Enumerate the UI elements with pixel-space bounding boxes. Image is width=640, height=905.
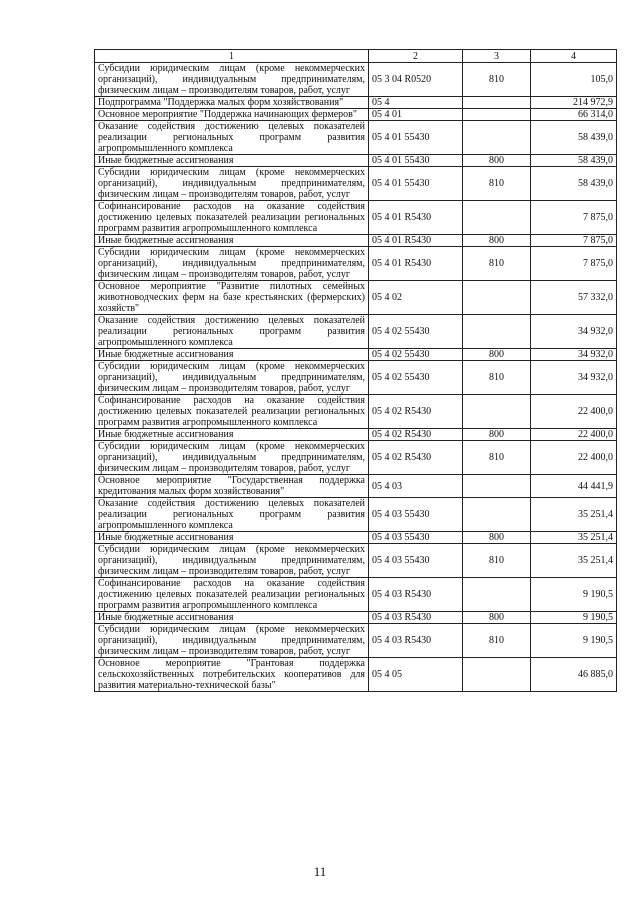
row-code-cell: 05 4 01 55430	[369, 167, 463, 201]
row-amount-cell: 58 439,0	[531, 121, 617, 155]
row-name-cell: Основное мероприятие "Государственная поддержка кредитования малых форм хозяйствования"	[95, 475, 369, 498]
row-type-cell	[463, 201, 531, 235]
row-type-cell: 800	[463, 532, 531, 544]
row-amount-cell: 22 400,0	[531, 441, 617, 475]
row-type-cell	[463, 281, 531, 315]
row-name-cell: Субсидии юридическим лицам (кроме некоммерческих организаций), индивидуальным предпринимателям, физическим лицам – производителям товаров, работ, услуг	[95, 247, 369, 281]
row-type-cell: 800	[463, 612, 531, 624]
row-name-cell: Софинансирование расходов на оказание содействия достижению целевых показателей реализации региональных программ развития агропромышленного комплекса	[95, 578, 369, 612]
row-code-cell: 05 4 02 55430	[369, 361, 463, 395]
row-code-cell: 05 4 01	[369, 109, 463, 121]
row-code-cell: 05 4 01 R5430	[369, 201, 463, 235]
row-amount-cell: 22 400,0	[531, 429, 617, 441]
row-name-cell: Софинансирование расходов на оказание содействия достижению целевых показателей реализации региональных программ развития агропромышленного комплекса	[95, 395, 369, 429]
row-name-cell: Субсидии юридическим лицам (кроме некоммерческих организаций), индивидуальным предпринимателям, физическим лицам – производителям товаров, работ, услуг	[95, 167, 369, 201]
header-cell: 2	[369, 50, 463, 63]
row-amount-cell: 7 875,0	[531, 235, 617, 247]
row-type-cell: 800	[463, 155, 531, 167]
row-code-cell: 05 4 03 55430	[369, 532, 463, 544]
row-amount-cell: 66 314,0	[531, 109, 617, 121]
row-amount-cell: 9 190,5	[531, 624, 617, 658]
row-type-cell: 810	[463, 441, 531, 475]
table-row	[95, 361, 617, 395]
table-row	[95, 155, 617, 167]
table-row	[95, 544, 617, 578]
row-name-cell: Основное мероприятие "Грантовая поддержка сельскохозяйственных потребительских кооперативов для развития материально-технической базы"	[95, 658, 369, 692]
row-type-cell: 800	[463, 429, 531, 441]
row-type-cell	[463, 658, 531, 692]
row-name-cell: Подпрограмма "Поддержка малых форм хозяйствования"	[95, 97, 369, 109]
row-amount-cell: 7 875,0	[531, 201, 617, 235]
table-row	[95, 235, 617, 247]
table-row	[95, 578, 617, 612]
row-name-cell: Иные бюджетные ассигнования	[95, 349, 369, 361]
row-type-cell	[463, 121, 531, 155]
row-amount-cell: 105,0	[531, 63, 617, 97]
table-row	[95, 109, 617, 121]
row-code-cell: 05 4 02 55430	[369, 349, 463, 361]
row-type-cell: 810	[463, 544, 531, 578]
row-type-cell: 810	[463, 247, 531, 281]
row-amount-cell: 46 885,0	[531, 658, 617, 692]
row-name-cell: Иные бюджетные ассигнования	[95, 235, 369, 247]
row-code-cell: 05 4 01 55430	[369, 121, 463, 155]
row-amount-cell: 57 332,0	[531, 281, 617, 315]
row-code-cell: 05 4 03 R5430	[369, 624, 463, 658]
table-row	[95, 658, 617, 692]
table-row	[95, 247, 617, 281]
row-type-cell	[463, 498, 531, 532]
header-row	[95, 50, 617, 63]
row-name-cell: Оказание содействия достижению целевых показателей реализации региональных программ развития агропромышленного комплекса	[95, 121, 369, 155]
row-type-cell	[463, 109, 531, 121]
table-row	[95, 121, 617, 155]
row-code-cell: 05 4 05	[369, 658, 463, 692]
table-row	[95, 532, 617, 544]
row-code-cell: 05 4	[369, 97, 463, 109]
row-type-cell: 800	[463, 349, 531, 361]
table-row	[95, 167, 617, 201]
row-name-cell: Иные бюджетные ассигнования	[95, 429, 369, 441]
row-code-cell: 05 3 04 R0520	[369, 63, 463, 97]
row-amount-cell: 35 251,4	[531, 498, 617, 532]
page-number: 11	[313, 864, 327, 879]
table-row	[95, 315, 617, 349]
row-name-cell: Иные бюджетные ассигнования	[95, 532, 369, 544]
row-type-cell	[463, 315, 531, 349]
header-cell: 4	[531, 50, 617, 63]
row-type-cell	[463, 97, 531, 109]
table-body	[95, 63, 617, 692]
row-code-cell: 05 4 02 R5430	[369, 441, 463, 475]
row-code-cell: 05 4 02	[369, 281, 463, 315]
row-name-cell: Субсидии юридическим лицам (кроме некоммерческих организаций), индивидуальным предпринимателям, физическим лицам – производителям товаров, работ, услуг	[95, 63, 369, 97]
row-code-cell: 05 4 03 55430	[369, 544, 463, 578]
row-type-cell: 810	[463, 63, 531, 97]
row-name-cell: Субсидии юридическим лицам (кроме некоммерческих организаций), индивидуальным предпринимателям, физическим лицам – производителям товаров, работ, услуг	[95, 544, 369, 578]
row-amount-cell: 58 439,0	[531, 155, 617, 167]
row-amount-cell: 214 972,9	[531, 97, 617, 109]
budget-table	[94, 49, 617, 692]
table-row	[95, 475, 617, 498]
row-amount-cell: 44 441,9	[531, 475, 617, 498]
row-name-cell: Субсидии юридическим лицам (кроме некоммерческих организаций), индивидуальным предпринимателям, физическим лицам – производителям товаров, работ, услуг	[95, 441, 369, 475]
table-row	[95, 498, 617, 532]
row-code-cell: 05 4 02 R5430	[369, 395, 463, 429]
row-name-cell: Оказание содействия достижению целевых показателей реализации региональных программ развития агропромышленного комплекса	[95, 315, 369, 349]
table-row	[95, 395, 617, 429]
row-type-cell	[463, 578, 531, 612]
header-cell: 3	[463, 50, 531, 63]
row-code-cell: 05 4 03 55430	[369, 498, 463, 532]
row-amount-cell: 9 190,5	[531, 612, 617, 624]
row-type-cell: 810	[463, 167, 531, 201]
row-name-cell: Иные бюджетные ассигнования	[95, 155, 369, 167]
row-code-cell: 05 4 01 R5430	[369, 247, 463, 281]
row-amount-cell: 22 400,0	[531, 395, 617, 429]
row-code-cell: 05 4 02 55430	[369, 315, 463, 349]
table-row	[95, 281, 617, 315]
row-amount-cell: 34 932,0	[531, 349, 617, 361]
row-amount-cell: 58 439,0	[531, 167, 617, 201]
row-type-cell: 800	[463, 235, 531, 247]
table-row	[95, 97, 617, 109]
row-code-cell: 05 4 01 R5430	[369, 235, 463, 247]
row-name-cell: Основное мероприятие "Поддержка начинающих фермеров"	[95, 109, 369, 121]
row-amount-cell: 34 932,0	[531, 361, 617, 395]
row-code-cell: 05 4 01 55430	[369, 155, 463, 167]
row-name-cell: Оказание содействия достижению целевых показателей реализации региональных программ развития агропромышленного комплекса	[95, 498, 369, 532]
row-amount-cell: 9 190,5	[531, 578, 617, 612]
row-name-cell: Основное мероприятие "Развитие пилотных семейных животноводческих ферм на базе крестьянских (фермерских) хозяйств"	[95, 281, 369, 315]
row-type-cell: 810	[463, 624, 531, 658]
row-amount-cell: 35 251,4	[531, 532, 617, 544]
row-amount-cell: 35 251,4	[531, 544, 617, 578]
row-code-cell: 05 4 03	[369, 475, 463, 498]
row-type-cell: 810	[463, 361, 531, 395]
row-code-cell: 05 4 03 R5430	[369, 578, 463, 612]
row-type-cell	[463, 395, 531, 429]
row-name-cell: Субсидии юридическим лицам (кроме некоммерческих организаций), индивидуальным предпринимателям, физическим лицам – производителям товаров, работ, услуг	[95, 361, 369, 395]
row-name-cell: Софинансирование расходов на оказание содействия достижению целевых показателей реализации региональных программ развития агропромышленного комплекса	[95, 201, 369, 235]
row-name-cell: Иные бюджетные ассигнования	[95, 612, 369, 624]
table-row	[95, 441, 617, 475]
row-amount-cell: 7 875,0	[531, 247, 617, 281]
row-name-cell: Субсидии юридическим лицам (кроме некоммерческих организаций), индивидуальным предпринимателям, физическим лицам – производителям товаров, работ, услуг	[95, 624, 369, 658]
header-cell: 1	[95, 50, 369, 63]
row-type-cell	[463, 475, 531, 498]
row-code-cell: 05 4 03 R5430	[369, 612, 463, 624]
table-row	[95, 612, 617, 624]
table-row	[95, 624, 617, 658]
table-row	[95, 201, 617, 235]
row-amount-cell: 34 932,0	[531, 315, 617, 349]
row-code-cell: 05 4 02 R5430	[369, 429, 463, 441]
table-row	[95, 349, 617, 361]
table-row	[95, 63, 617, 97]
table-row	[95, 429, 617, 441]
